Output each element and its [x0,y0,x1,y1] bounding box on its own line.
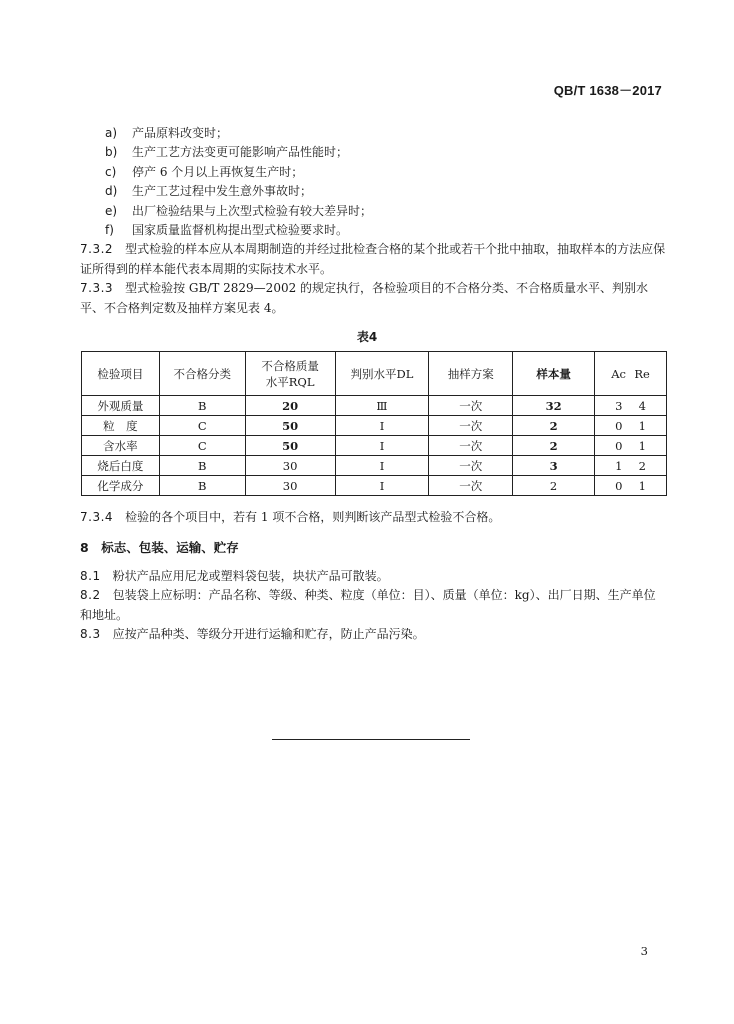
sampling-table [81,351,667,496]
cell-ac-re [595,416,667,436]
cell-rql: 50 [245,416,335,436]
cell-dl: Ⅰ [335,456,429,476]
cell-plan: 一次 [429,476,513,496]
end-rule [272,739,470,740]
cell-item: 化学成分 [82,476,160,496]
table-row [82,416,667,436]
clause-7-3-3 [80,279,666,318]
table-title: 表4 [356,330,378,344]
clause-number: 7.3.2 [80,242,114,256]
cell-ac: 0 [615,418,623,433]
cell-dl: Ⅰ [335,476,429,496]
header-ac: Ac [611,366,626,381]
cell-dl: Ⅰ [335,436,429,456]
clause-text: 包装袋上应标明：产品名称、等级、种类、粒度（单位：目）、质量（单位：kg）、出厂日期、生产单位和地址。 [80,588,656,622]
list-marker: e) [105,203,118,218]
cell-dl: Ⅰ [335,416,429,436]
cell-plan: 一次 [429,416,513,436]
list-text: 生产工艺过程中发生意外事故时； [132,184,313,199]
cell-ac-re [595,456,667,476]
header-re: Re [634,366,650,381]
clause-number: 8.3 [80,627,101,641]
header-plan: 抽样方案 [429,352,513,396]
cell-re: 1 [638,438,646,453]
cell-dl: Ⅲ [335,396,429,416]
list-marker: a) [105,126,118,140]
cell-n: 2 [513,436,595,456]
clause-8-3 [80,625,666,645]
clause-8-2 [80,586,666,625]
cell-rql: 20 [245,396,335,416]
header-ac-re [595,352,667,396]
list-item [105,221,665,240]
list-marker: d) [105,184,118,199]
cell-ac-re [595,476,667,496]
clause-text: 检验的各个项目中，若有 1 项不合格，则判断该产品型式检验不合格。 [125,510,501,524]
list-marker: c) [105,164,117,179]
header-dl: 判别水平DL [335,352,429,396]
clause-number: 8.1 [80,569,101,583]
cell-item: 含水率 [82,436,160,456]
clause-7-3-4 [80,508,666,528]
cell-plan: 一次 [429,456,513,476]
cell-rql: 30 [245,456,335,476]
list-text: 产品原料改变时； [132,126,229,140]
cell-class: B [159,476,245,496]
clause-text: 型式检验按 GB/T 2829—2002 的规定执行，各检验项目的不合格分类、不合格质量水平、判别水平、不合格判定数及抽样方案见表 4。 [80,281,649,315]
cell-item: 烧后白度 [82,456,160,476]
list-text: 生产工艺方法变更可能影响产品性能时； [132,145,349,160]
clause-7-3-2 [80,240,666,279]
cell-ac: 3 [615,398,623,413]
cell-ac: 1 [615,458,623,473]
header-class: 不合格分类 [159,352,245,396]
cell-ac: 0 [615,438,623,453]
cell-rql: 30 [245,476,335,496]
list-marker: f) [105,223,114,238]
cell-rql: 50 [245,436,335,456]
cell-item: 粒 度 [82,416,160,436]
clause-number: 7.3.4 [80,510,114,524]
clause-8-1 [80,567,666,587]
clause-number: 8.2 [80,588,101,602]
cell-n: 32 [513,396,595,416]
clause-text: 型式检验的样本应从本周期制造的并经过批检查合格的某个批或若干个批中抽取，抽取样本的方法应保证所得到的样本能代表本周期的实际技术水平。 [80,242,666,276]
cell-class: B [159,396,245,416]
table-row [82,456,667,476]
cell-plan: 一次 [429,436,513,456]
list-text: 停产 6 个月以上再恢复生产时； [132,164,304,179]
cell-re: 2 [638,458,646,473]
list-marker: b) [105,145,118,160]
table-row [82,476,667,496]
condition-list [105,124,665,240]
cell-re: 1 [638,418,646,433]
table-row [82,436,667,456]
cell-ac-re [595,436,667,456]
page-number: 3 [640,944,648,958]
list-item [105,143,665,162]
header-n: 样本量 [513,352,595,396]
clause-text: 应按产品种类、等级分开进行运输和贮存，防止产品污染。 [112,627,425,641]
cell-re: 1 [638,478,646,493]
cell-class: C [159,416,245,436]
table-row [82,396,667,416]
cell-plan: 一次 [429,396,513,416]
header-rql-text: 不合格质量水平RQL [261,358,319,389]
list-item [105,163,665,182]
cell-class: C [159,436,245,456]
table-header-row [82,352,667,396]
list-item [105,124,665,143]
section-8-heading: 8 标志、包装、运输、贮存 [80,540,239,555]
cell-n: 2 [513,476,595,496]
cell-n: 2 [513,416,595,436]
cell-n: 3 [513,456,595,476]
list-item [105,202,665,221]
cell-item: 外观质量 [82,396,160,416]
document-code: QB/T 1638－2017 [553,83,662,98]
header-item: 检验项目 [82,352,160,396]
cell-re: 4 [638,398,646,413]
cell-ac: 0 [615,478,623,493]
clause-text: 粉状产品应用尼龙或塑料袋包装，块状产品可散装。 [112,569,389,583]
cell-class: B [159,456,245,476]
cell-ac-re [595,396,667,416]
list-text: 国家质量监督机构提出型式检验要求时。 [132,223,349,238]
clause-number: 7.3.3 [80,281,114,295]
list-item [105,182,665,201]
list-text: 出厂检验结果与上次型式检验有较大差异时； [132,203,373,218]
header-rql [245,352,335,396]
